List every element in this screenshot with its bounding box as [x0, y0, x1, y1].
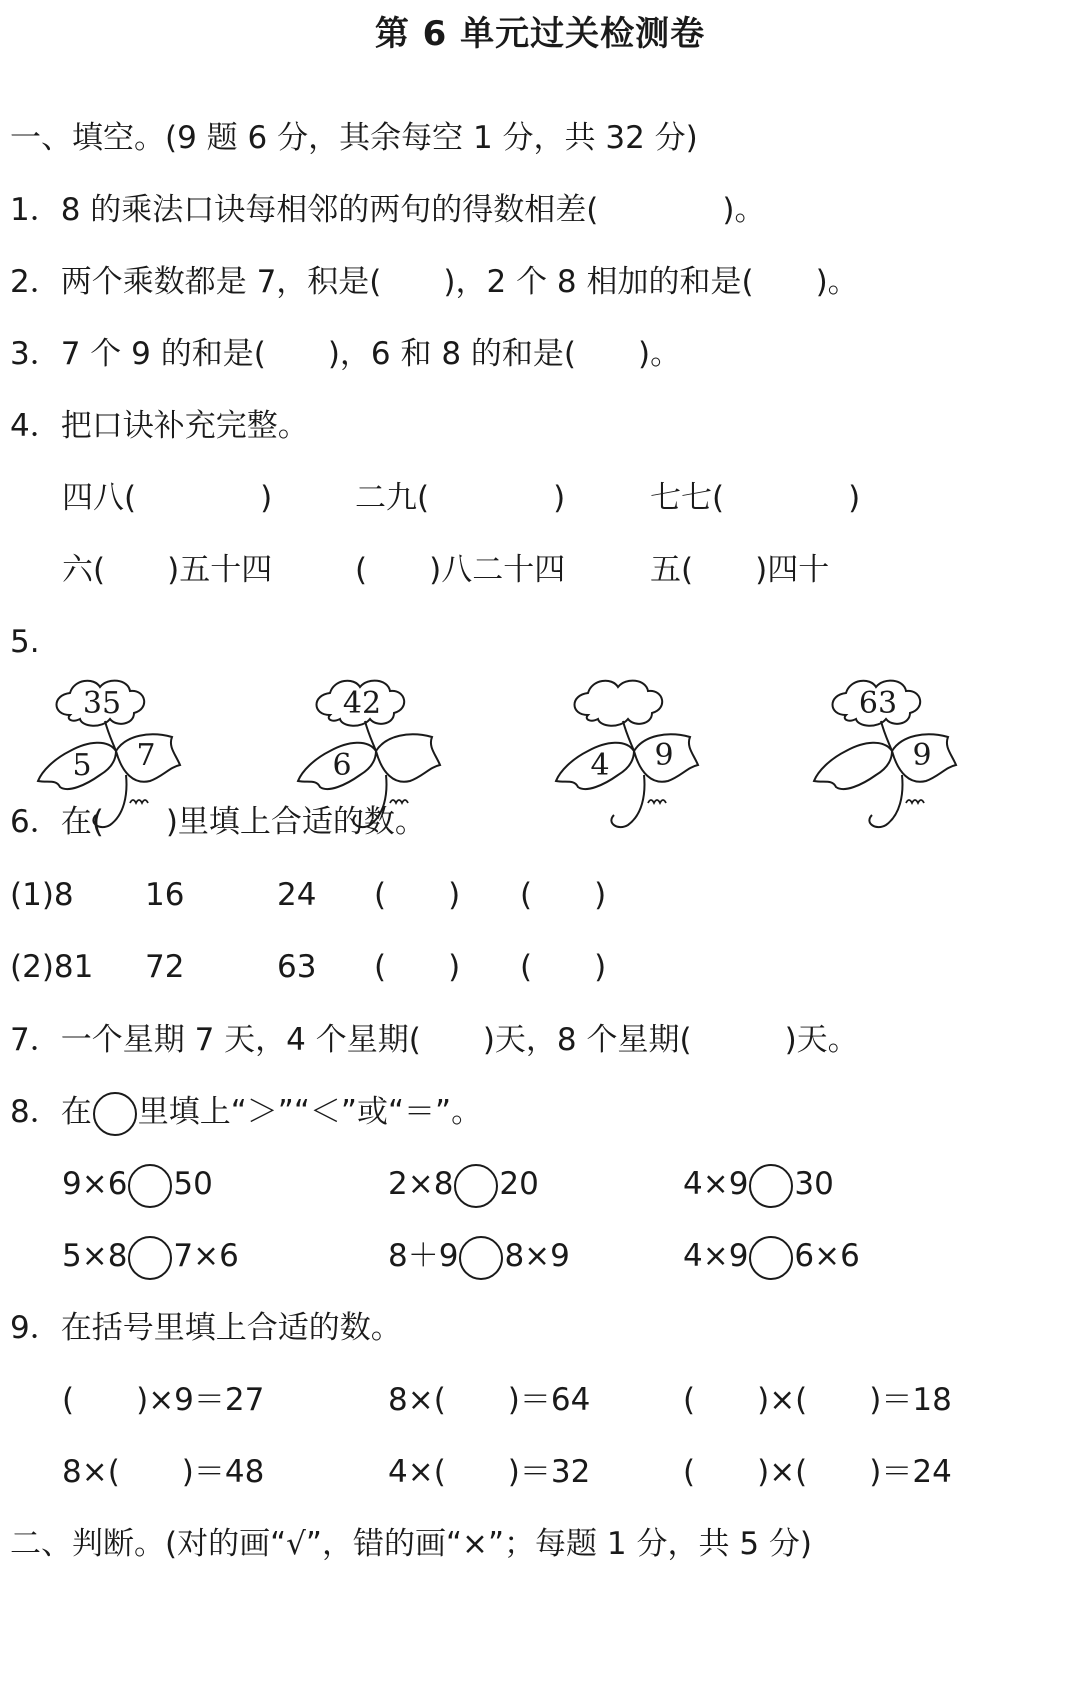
flower-right-number: 9	[912, 738, 932, 773]
comparison-left: 5×8	[62, 1238, 128, 1274]
flower-right-number: 9	[654, 738, 674, 773]
flower-top-number: 42	[342, 686, 382, 721]
sequence-cell: (2)81	[10, 949, 94, 985]
comparison-item	[388, 1164, 539, 1208]
q4-item: 五( )四十	[650, 552, 830, 588]
sequence-cell: 16	[145, 877, 185, 913]
comparison-right: 20	[499, 1166, 539, 1202]
compare-circle[interactable]	[454, 1164, 498, 1208]
question-9-prompt: 9．在括号里填上合适的数。	[10, 1310, 402, 1346]
comparison-item	[683, 1164, 834, 1208]
sequence-blank: ( )	[520, 877, 607, 913]
flower-left-number: 5	[72, 748, 92, 783]
question-5-label: 5.	[10, 624, 40, 660]
q9-item: ( )×( )＝24	[683, 1454, 952, 1490]
section-2-heading: 二、判断。(对的画“√”，错的画“×”；每题 1 分，共 5 分)	[10, 1526, 813, 1562]
sequence-cell: 63	[277, 949, 317, 985]
comparison-left: 4×9	[683, 1238, 749, 1274]
page-title: 第 6 单元过关检测卷	[374, 14, 706, 54]
comparison-item	[62, 1236, 239, 1280]
comparison-item	[62, 1164, 213, 1208]
question-3: 3．7 个 9 的和是( )，6 和 8 的和是( )。	[10, 336, 682, 372]
q8-prompt-start: 8．在	[10, 1094, 92, 1130]
comparison-left: 4×9	[683, 1166, 749, 1202]
compare-circle[interactable]	[749, 1164, 793, 1208]
comparison-left: 9×6	[62, 1166, 128, 1202]
question-2: 2．两个乘数都是 7，积是( )，2 个 8 相加的和是( )。	[10, 264, 859, 300]
sequence-cell: 72	[145, 949, 185, 985]
question-6-prompt: 6．在( )里填上合适的数。	[10, 804, 426, 840]
section-1-heading: 一、填空。(9 题 6 分，其余每空 1 分，共 32 分)	[10, 120, 698, 156]
question-8-prompt	[10, 1092, 482, 1136]
flower-left-number: 4	[590, 748, 610, 783]
q9-item: ( )×9＝27	[62, 1382, 265, 1418]
flower-left-number: 6	[332, 748, 352, 783]
flower-top-number: 63	[858, 686, 898, 721]
sequence-blank: ( )	[520, 949, 607, 985]
compare-circle[interactable]	[749, 1236, 793, 1280]
flower-right-number: 7	[136, 738, 156, 773]
flower-figure	[548, 675, 718, 845]
question-4-prompt: 4．把口诀补充完整。	[10, 408, 309, 444]
comparison-right: 8×9	[504, 1238, 570, 1274]
q9-item: 8×( )＝48	[62, 1454, 265, 1490]
q4-item: ( )八二十四	[355, 552, 566, 588]
comparison-item	[683, 1236, 860, 1280]
q9-item: 8×( )＝64	[388, 1382, 591, 1418]
compare-circle[interactable]	[128, 1236, 172, 1280]
comparison-right: 50	[173, 1166, 213, 1202]
comparison-left: 8＋9	[388, 1238, 459, 1274]
sequence-blank: ( )	[374, 949, 461, 985]
question-1: 1．8 的乘法口诀每相邻的两句的得数相差( )。	[10, 192, 766, 228]
circle-icon	[93, 1092, 137, 1136]
q9-item: ( )×( )＝18	[683, 1382, 952, 1418]
comparison-right: 7×6	[173, 1238, 239, 1274]
q4-item: 二九( )	[355, 480, 566, 516]
q4-item: 四八( )	[62, 480, 273, 516]
compare-circle[interactable]	[459, 1236, 503, 1280]
flower-top-number: 35	[82, 686, 122, 721]
comparison-right: 30	[794, 1166, 834, 1202]
flower-figure	[806, 675, 976, 845]
q4-item: 七七( )	[650, 480, 861, 516]
comparison-item	[388, 1236, 570, 1280]
comparison-right: 6×6	[794, 1238, 860, 1274]
sequence-blank: ( )	[374, 877, 461, 913]
compare-circle[interactable]	[128, 1164, 172, 1208]
question-7: 7．一个星期 7 天，4 个星期( )天，8 个星期( )天。	[10, 1022, 859, 1058]
sequence-cell: (1)8	[10, 877, 74, 913]
sequence-cell: 24	[277, 877, 317, 913]
q8-prompt-end: 里填上“＞”“＜”或“＝”。	[137, 1094, 483, 1130]
q4-item: 六( )五十四	[62, 552, 273, 588]
q9-item: 4×( )＝32	[388, 1454, 591, 1490]
comparison-left: 2×8	[388, 1166, 454, 1202]
